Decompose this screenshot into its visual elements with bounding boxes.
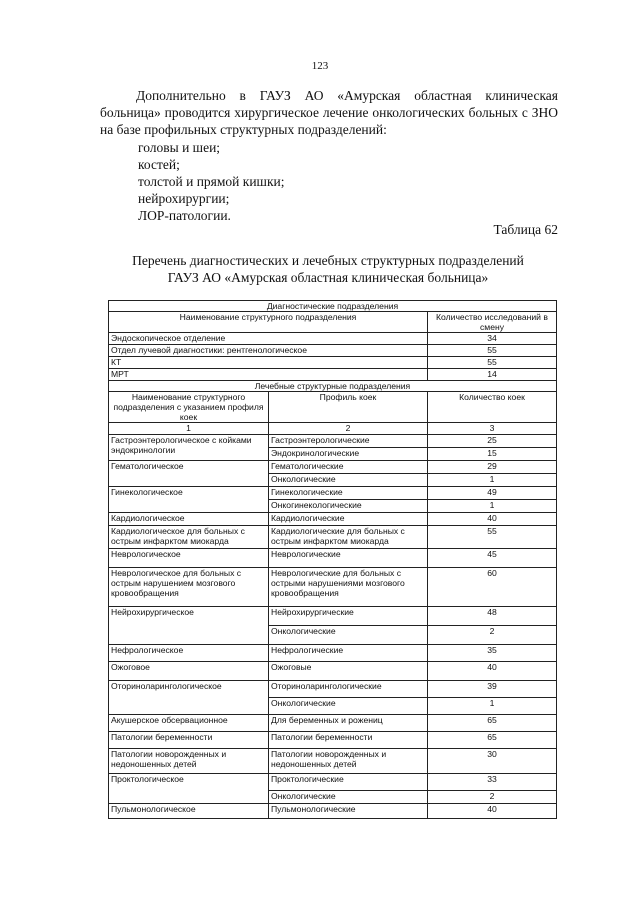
bed-profile-cell: Неврологические для больных с острыми нарушениями мозгового кровообращения [269,568,428,607]
diag-name-cell: КТ [109,357,428,369]
table-row [109,607,557,626]
department-name-cell: Нефрологическое [109,645,269,662]
department-name-cell: Пульмонологическое [109,804,269,819]
diag-col-qty-header: Количество исследований в смену [428,312,557,333]
diag-name-cell: Отдел лучевой диагностики: рентгенологическое [109,345,428,357]
table-label: Таблица 62 [493,222,558,237]
bed-count-cell: 65 [428,732,557,749]
diag-qty-cell: 34 [428,333,557,345]
department-name-cell: Патологии новорожденных и недоношенных детей [109,749,269,774]
table-row [109,804,557,819]
department-name-cell: Неврологическое для больных с острым нарушением мозгового кровообращения [109,568,269,607]
treat-col-profile-header: Профиль коек [269,392,428,423]
table-row [109,732,557,749]
bed-profile-cell: Онкологические [269,698,428,715]
list-item: головы и шеи; [138,140,221,155]
table-row [109,333,557,345]
department-name-cell: Акушерское обсервационное [109,715,269,732]
page-number: 123 [311,60,329,72]
department-name-cell: Ожоговое [109,662,269,681]
department-name-cell: Патологии беременности [109,732,269,749]
table-row [109,461,557,474]
bed-count-cell: 65 [428,715,557,732]
department-name-cell: Нейрохирургическое [109,607,269,645]
table-row [109,526,557,549]
treat-section-header: Лечебные структурные подразделения [109,381,557,392]
bed-profile-cell: Онкологические [269,626,428,645]
department-name-cell: Кардиологическое [109,513,269,526]
bed-count-cell: 60 [428,568,557,607]
bed-count-cell: 29 [428,461,557,474]
list-item: нейрохирургии; [138,191,230,206]
table-row [109,568,557,607]
bed-profile-cell: Кардиологические для больных с острым инфарктом миокарда [269,526,428,549]
bed-count-cell: 40 [428,804,557,819]
bed-profile-cell: Для беременных и рожениц [269,715,428,732]
bed-profile-cell: Патологии беременности [269,732,428,749]
diag-col-name-header: Наименование структурного подразделения [109,312,428,333]
table-row [109,715,557,732]
bed-profile-cell: Пульмонологические [269,804,428,819]
department-name-cell: Проктологическое [109,774,269,804]
table-row [109,681,557,698]
bed-profile-cell: Проктологические [269,774,428,791]
bed-count-cell: 1 [428,500,557,513]
department-name-cell: Оториноларингологическое [109,681,269,715]
bed-profile-cell: Ожоговые [269,662,428,681]
bed-profile-cell: Гинекологические [269,487,428,500]
bed-profile-cell: Онкологические [269,474,428,487]
bed-count-cell: 49 [428,487,557,500]
table-row [109,749,557,774]
bed-profile-cell: Кардиологические [269,513,428,526]
bed-profile-cell: Онкологические [269,791,428,804]
departments-table [108,300,557,819]
bed-profile-cell: Неврологические [269,549,428,568]
department-list [138,139,284,224]
bed-count-cell: 48 [428,607,557,626]
department-name-cell: Гинекологическое [109,487,269,513]
bed-count-cell: 2 [428,626,557,645]
bed-count-cell: 39 [428,681,557,698]
column-number: 1 [109,423,269,435]
table-title-line-1: Перечень диагностических и лечебных структурных подразделений [132,253,524,268]
table-row [109,662,557,681]
diag-name-cell: МРТ [109,369,428,381]
list-item: ЛОР-патологии. [138,208,231,223]
bed-count-cell: 30 [428,749,557,774]
table-row [109,774,557,791]
treat-col-name-header: Наименование структурного подразделения с указанием профиля коек [109,392,269,423]
bed-count-cell: 40 [428,513,557,526]
bed-count-cell: 35 [428,645,557,662]
bed-count-cell: 40 [428,662,557,681]
table-row [109,369,557,381]
table-row [109,357,557,369]
column-number: 2 [269,423,428,435]
list-item: костей; [138,157,180,172]
table-title-line-2: ГАУЗ АО «Амурская областная клиническая больница» [167,270,489,285]
bed-profile-cell: Онкогинекологические [269,500,428,513]
bed-count-cell: 33 [428,774,557,791]
bed-profile-cell: Патологии новорожденных и недоношенных детей [269,749,428,774]
bed-count-cell: 1 [428,474,557,487]
treat-col-qty-header: Количество коек [428,392,557,423]
table-row [109,549,557,568]
diag-section-header: Диагностические подразделения [109,301,557,312]
table-row [109,435,557,448]
department-name-cell: Кардиологическое для больных с острым инфарктом миокарда [109,526,269,549]
list-item: толстой и прямой кишки; [138,174,285,189]
bed-count-cell: 45 [428,549,557,568]
table-row [109,645,557,662]
bed-profile-cell: Гастроэнтерологические [269,435,428,448]
department-name-cell: Гастроэнтерологическое с койками эндокринологии [109,435,269,461]
bed-profile-cell: Нефрологические [269,645,428,662]
diag-qty-cell: 55 [428,345,557,357]
bed-profile-cell: Нейрохирургические [269,607,428,626]
table-row [109,513,557,526]
bed-profile-cell: Эндокринологические [269,448,428,461]
diag-qty-cell: 55 [428,357,557,369]
table-row [109,487,557,500]
bed-count-cell: 15 [428,448,557,461]
department-name-cell: Неврологическое [109,549,269,568]
table-title [100,252,556,286]
column-number: 3 [428,423,557,435]
intro-paragraph: Дополнительно в ГАУЗ АО «Амурская областная клиническая больница» проводится хирургическое лечение онкологических больных с ЗНО на базе профильных структурных подразделений: [100,88,558,137]
department-name-cell: Гематологическое [109,461,269,487]
bed-count-cell: 1 [428,698,557,715]
diag-name-cell: Эндоскопическое отделение [109,333,428,345]
table-row [109,345,557,357]
bed-profile-cell: Оториноларингологические [269,681,428,698]
bed-count-cell: 2 [428,791,557,804]
diag-qty-cell: 14 [428,369,557,381]
bed-count-cell: 25 [428,435,557,448]
bed-count-cell: 55 [428,526,557,549]
bed-profile-cell: Гематологические [269,461,428,474]
